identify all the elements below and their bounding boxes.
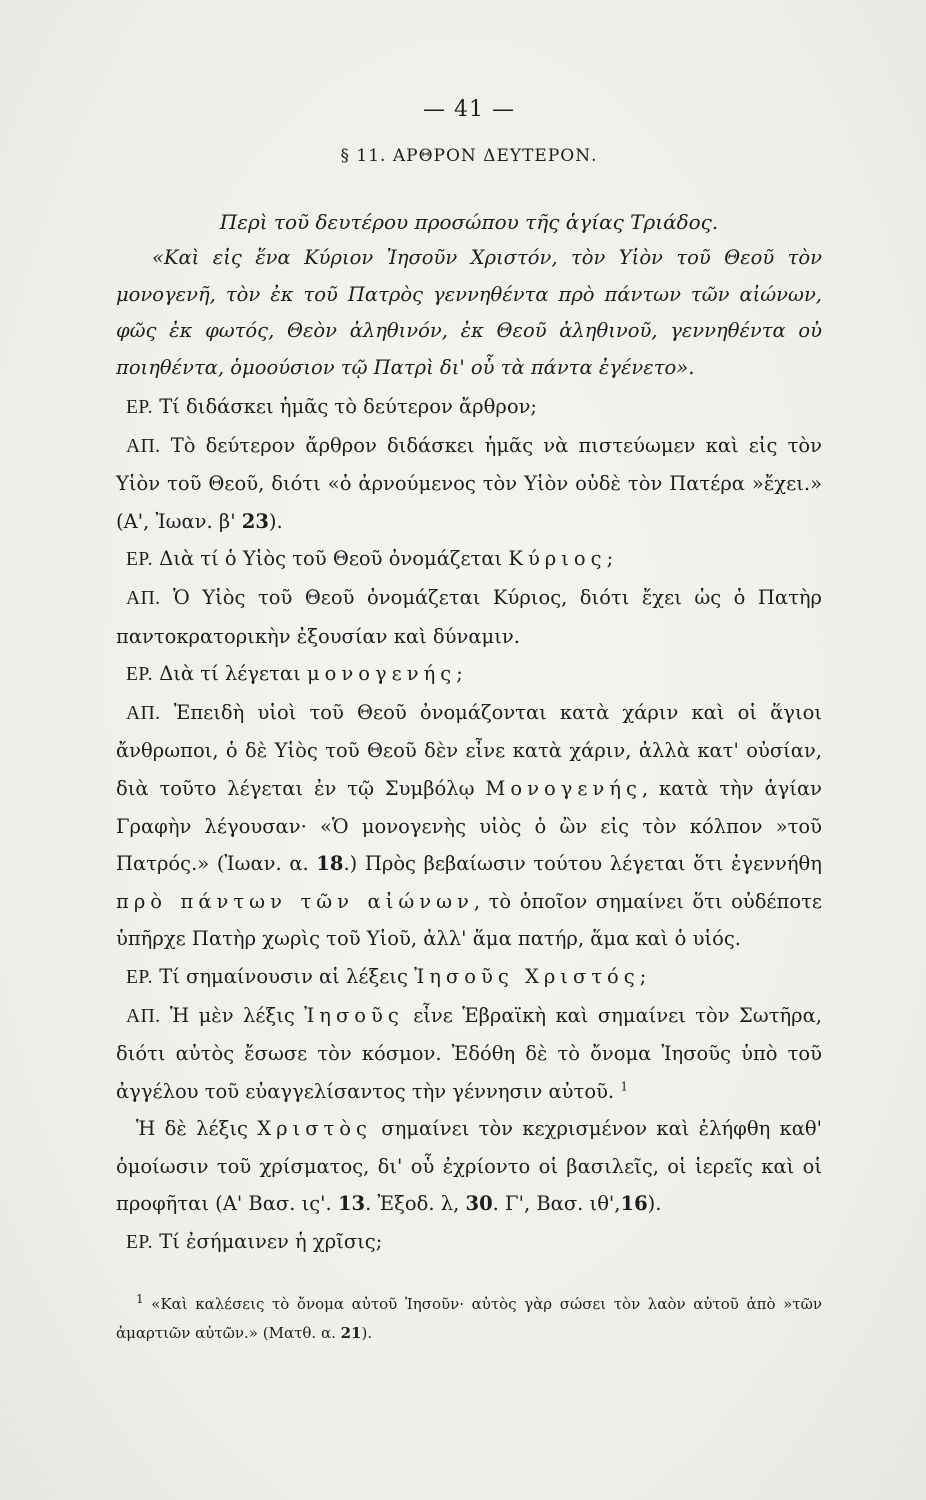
article-title: Περὶ τοῦ δευτέρου προσώπου τῆς ἁγίας Τριάδος. xyxy=(219,210,719,234)
answer-text: ). xyxy=(647,1192,662,1216)
question-end: ; xyxy=(456,662,463,686)
question-text: Τί διδάσκει ἡμᾶς τὸ δεύτερον ἄρθρον; xyxy=(159,395,538,418)
verse-number: 18 xyxy=(316,852,344,876)
verse-number: 30 xyxy=(465,1192,493,1216)
footnote xyxy=(116,1290,822,1348)
answer-text: , κατὰ τὴν ἁγίαν Γραφὴν λέγουσαν· «Ὁ μονογενὴς υἱὸς ὁ ὢν εἰς τὸν κόλπον »τοῦ Πατρός.» (Ἰωαν. α. xyxy=(116,776,823,876)
creed-quote: «Καὶ εἰς ἕνα Κύριον Ἰησοῦν Χριστόν, τὸν Υἱὸν τοῦ Θεοῦ τὸν μονογενῆ, τὸν ἐκ τοῦ Πατρὸς γεννηθέντα πρὸ πάντων τῶν αἰώνων, φῶς ἐκ φωτός, Θεὸν ἀληθινόν, ἐκ Θεοῦ ἀληθινοῦ, γεννηθέντα οὐ ποιηθέντα, ὁμοούσιον τῷ Πατρὶ δι' οὗ τὰ πάντα ἐγένετο». xyxy=(116,246,822,379)
spaced-term: Ἰησοῦς Χριστός xyxy=(414,964,640,988)
answer-text: Ἐπειδὴ υἱοὶ τοῦ Θεοῦ ὀνομάζονται κατὰ χάριν καὶ οἱ ἅγιοι ἄνθρωποι, ὁ δὲ Υἱὸς τοῦ Θεοῦ δὲν εἶνε κατὰ χάριν, ἀλλὰ κατ' οὐσίαν, διὰ τοῦτο λέγεται ἐν τῷ Συμβόλῳ xyxy=(116,700,822,800)
answer-text: Τὸ δεύτερον ἄρθρον διδάσκει ἡμᾶς νὰ πιστεύωμεν καὶ εἰς τὸν Υἱὸν τοῦ Θεοῦ, διότι «ὁ ἀρνούμενος τὸν Υἱὸν οὐδὲ τὸν Πατέρα »ἔχει.» (Α', Ἰωαν. β' xyxy=(116,433,822,533)
answer-4 xyxy=(116,997,822,1111)
answer-text: σημαίνει τὸν κεχρισμένον καὶ ἐλήφθη καθ' ὁμοίωσιν τοῦ χρίσματος, δι' οὗ ἐχρίοντο οἱ βασιλεῖς, οἱ ἱερεῖς καὶ οἱ προφῆται (Α' Βασ. ις'. xyxy=(116,1117,823,1216)
answer-text: , τὸ ὁποῖον σημαίνει ὅτι οὐδέποτε ὑπῆρχε Πατὴρ χωρὶς τοῦ Υἱοῦ, ἀλλ' ἅμα πατήρ, ἅμα καὶ ὁ υἱός. xyxy=(116,889,822,951)
spaced-term: μονογενής xyxy=(306,662,457,686)
question-text: Τί σημαίνουσιν αἱ λέξεις xyxy=(159,964,408,988)
question-label: ΕΡ. xyxy=(126,397,153,418)
answer-text: .) Πρὸς βεβαίωσιν τούτου λέγεται ὅτι ἐγεννήθη xyxy=(343,852,822,876)
spaced-term: πρὸ πάντων τῶν αἰώνων xyxy=(116,889,474,913)
question-text: Τί ἐσήμαινεν ἡ χρῖσις; xyxy=(159,1230,383,1254)
question-label: ΕΡ. xyxy=(126,1232,153,1254)
question-2 xyxy=(116,540,822,579)
spaced-term: Ἰησοῦς xyxy=(304,1003,404,1027)
question-1 xyxy=(116,388,822,427)
question-label: ΕΡ. xyxy=(126,664,153,686)
answer-text: . Γ', Βασ. ιθ', xyxy=(492,1192,621,1216)
question-4 xyxy=(116,958,822,997)
section-heading: § 11. ΑΡΘΡΟΝ ΔΕΥΤΕΡΟΝ. xyxy=(340,146,598,166)
question-end: ; xyxy=(639,964,647,988)
verse-number: 16 xyxy=(620,1192,648,1216)
answer-text: Ἡ μὲν λέξις xyxy=(169,1003,295,1027)
answer-label: ΑΠ. xyxy=(126,1005,161,1027)
page-number: — 41 — xyxy=(423,97,515,122)
answer-text: . Ἐξοδ. λ, xyxy=(365,1192,460,1216)
spaced-term: Χριστὸς xyxy=(257,1117,372,1141)
answer-1 xyxy=(116,427,822,541)
verse-number: 21 xyxy=(340,1323,362,1342)
answer-2 xyxy=(116,579,822,655)
answer-label: ΑΠ. xyxy=(126,702,161,724)
answer-text: εἶνε Ἑβραϊκὴ καὶ σημαίνει τὸν Σωτῆρα, διότι αὐτὸς ἔσωσε τὸν κόσμον. Ἐδόθη δὲ τὸ ὄνομα Ἰησοῦς ὑπὸ τοῦ ἀγγέλου τοῦ εὐαγγελίσαντος τὴν γέννησιν αὐτοῦ. xyxy=(116,1003,823,1103)
verse-number: 13 xyxy=(337,1192,366,1216)
footnote-text: «Καὶ καλέσεις τὸ ὄνομα αὐτοῦ Ἰησοῦν· αὐτὸς γὰρ σώσει τὸν λαὸν αὐτοῦ ἀπὸ »τῶν ἁμαρτιῶν αὐτῶν.» (Ματθ. α. xyxy=(116,1294,822,1342)
question-end: ; xyxy=(606,547,614,571)
question-text: Διὰ τί ὁ Υἱὸς τοῦ Θεοῦ ὀνομάζεται xyxy=(159,547,503,571)
spaced-term: Κύριος xyxy=(508,547,607,571)
answer-text: Ἡ δὲ λέξις xyxy=(136,1117,248,1141)
answer-text: Ὁ Υἱὸς τοῦ Θεοῦ ὀνομάζεται Κύριος, διότι ἔχει ὡς ὁ Πατὴρ παντοκρατορικὴν ἐξουσίαν καὶ δύναμιν. xyxy=(116,585,823,648)
answer-label: ΑΠ. xyxy=(126,435,161,457)
text-block xyxy=(116,90,822,1363)
question-label: ΕΡ. xyxy=(126,966,153,988)
question-5 xyxy=(116,1223,822,1262)
answer-3 xyxy=(116,694,822,958)
answer-4-continued xyxy=(116,1110,822,1223)
question-3 xyxy=(116,655,822,694)
verse-number: 23 xyxy=(241,509,269,533)
answer-text: ). xyxy=(268,509,283,533)
footnote-reference: 1 xyxy=(620,1079,628,1094)
footnote-text: ). xyxy=(361,1323,373,1342)
answer-label: ΑΠ. xyxy=(126,587,161,609)
footnote-number: 1 xyxy=(136,1291,144,1306)
spaced-term: Μονογενής xyxy=(485,776,642,800)
question-label: ΕΡ. xyxy=(126,549,153,571)
question-text: Διὰ τί λέγεται xyxy=(159,662,301,686)
